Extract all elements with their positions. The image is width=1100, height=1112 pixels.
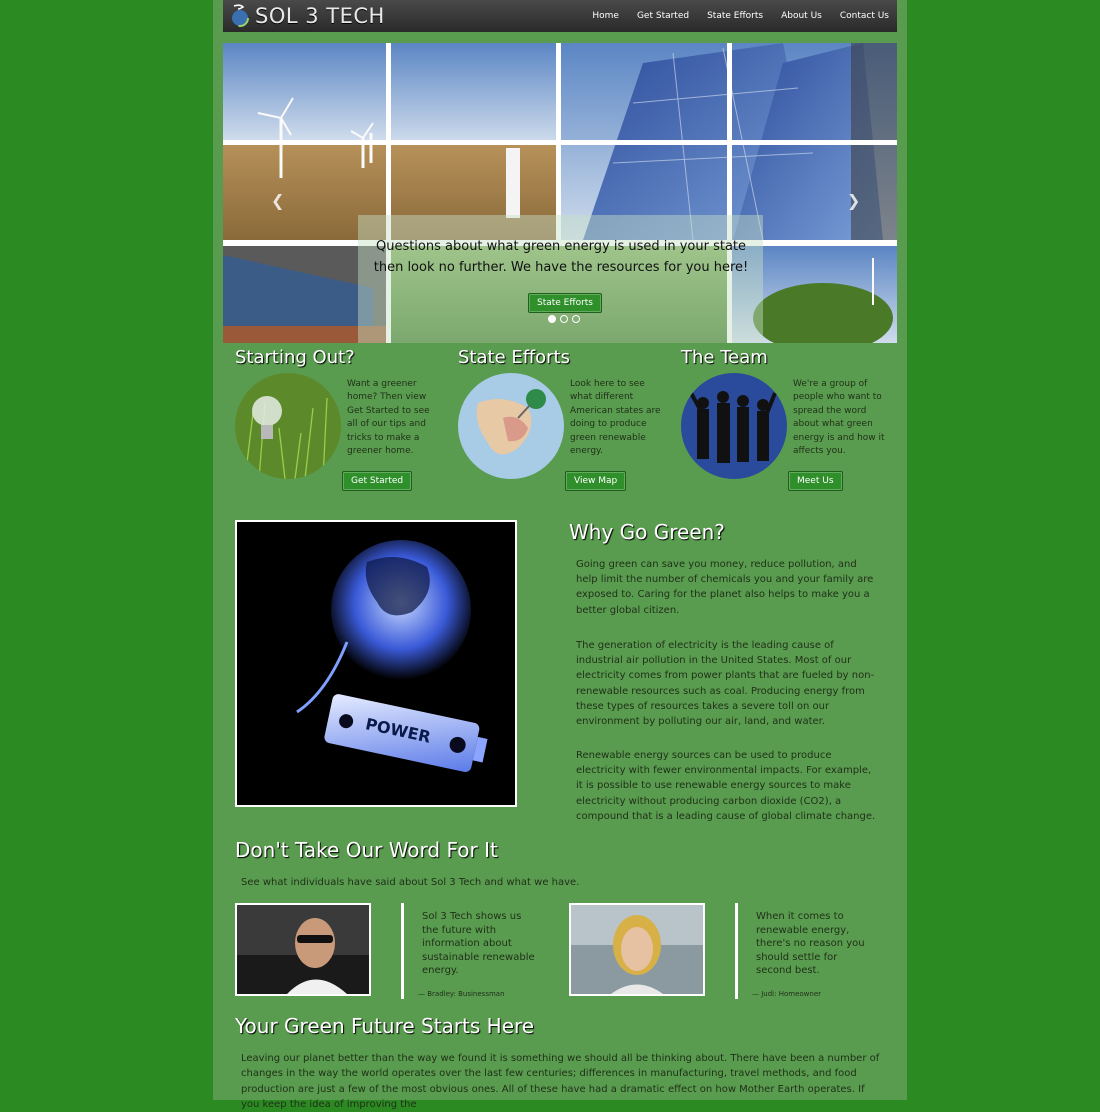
navbar xyxy=(223,0,897,32)
why-go-green-title: Why Go Green? xyxy=(569,520,725,544)
globe-pin-icon xyxy=(458,373,564,479)
nav-contact-us[interactable]: Contact Us xyxy=(839,11,889,21)
nav-get-started[interactable]: Get Started xyxy=(636,11,690,21)
testimonial-author: — Bradley: Businessman xyxy=(418,990,505,998)
feature-text: Want a greener home? Then view Get Started to see all of our tips and tricks to make a greener home. xyxy=(347,379,430,457)
sol-logo-icon xyxy=(229,3,251,29)
brand-logo-link[interactable] xyxy=(229,2,385,30)
globe-map-image xyxy=(458,373,564,479)
feature-the-team xyxy=(669,343,891,503)
feature-title: Starting Out? xyxy=(235,347,355,368)
feature-text: Look here to see what different American states are doing to produce green renewable energy. xyxy=(570,379,661,457)
testimonial-quote: When it comes to renewable energy, there's no reason you should settle for second best. xyxy=(756,911,865,976)
state-efforts-button[interactable]: State Efforts xyxy=(528,293,602,313)
testimonials-intro: See what individuals have said about Sol 3 Tech and what we have. xyxy=(241,877,580,888)
feature-title: State Efforts xyxy=(458,347,570,368)
carousel-dot-2[interactable] xyxy=(560,315,568,323)
meet-us-button[interactable]: Meet Us xyxy=(788,471,843,491)
testimonial-judi xyxy=(735,903,874,999)
nav-state-efforts[interactable]: State Efforts xyxy=(707,11,764,21)
team-silhouette-image xyxy=(681,373,787,479)
hero-carousel xyxy=(223,43,897,343)
feature-state-efforts xyxy=(446,343,668,503)
testimonials-title: Don't Take Our Word For It xyxy=(235,838,498,862)
globe-battery-icon xyxy=(237,522,515,805)
why-paragraph-2: The generation of electricity is the leading cause of industrial air pollution in the United States. Most of our electricity comes from power plants that are fueled by non-renewable resources such as coal. Producing energy from these types of resources takes a severe toll on our environment by polluting our air, land, and water. xyxy=(576,640,875,728)
lightbulb-icon xyxy=(235,373,341,479)
team-silhouette-icon xyxy=(681,373,787,479)
future-paragraph: Leaving our planet better than the way we found it is something we should all be thinking about. There have been a number of changes in the way the world operates over the last few centuries; differences in manufacturing, travel methods, and food production are just a few of the most obvious ones. All of these have had a dramatic effect on how Mother Earth operates. If you keep the idea of improving the xyxy=(241,1053,880,1110)
power-globe-image xyxy=(235,520,517,807)
nav-home[interactable]: Home xyxy=(592,11,619,21)
testimonial-bradley xyxy=(401,903,540,999)
testimonial-photo-judi xyxy=(569,903,705,996)
future-title: Your Green Future Starts Here xyxy=(235,1014,535,1038)
carousel-caption: Questions about what green energy is used in your state then look no further. We have the resources for you here! xyxy=(373,239,749,275)
carousel-dot-3[interactable] xyxy=(572,315,580,323)
lightbulb-image xyxy=(235,373,341,479)
chevron-left-icon[interactable]: ❮ xyxy=(271,191,285,210)
chevron-right-icon[interactable]: ❯ xyxy=(847,191,861,210)
page-container xyxy=(213,0,907,1110)
feature-starting-out xyxy=(223,343,445,503)
woman-portrait-icon xyxy=(571,905,703,994)
power-label: POWER xyxy=(363,714,433,747)
man-portrait-icon xyxy=(237,905,369,994)
feature-title: The Team xyxy=(681,347,768,368)
testimonial-author: — Judi: Homeowner xyxy=(752,990,821,998)
carousel-caption-box xyxy=(358,215,763,343)
carousel-indicators xyxy=(546,315,582,323)
feature-text: We're a group of people who want to spread the word about what green energy is and how it affects you. xyxy=(793,379,885,457)
nav-about-us[interactable]: About Us xyxy=(781,11,822,21)
carousel-dot-1[interactable] xyxy=(548,315,556,323)
why-paragraph-1: Going green can save you money, reduce pollution, and help limit the number of chemicals you and your family are exposed to. Caring for the planet also helps to make you a better global citizen. xyxy=(576,559,874,616)
brand-name: SOL 3 TECH xyxy=(255,4,385,28)
nav-links xyxy=(574,0,889,32)
view-map-button[interactable]: View Map xyxy=(565,471,626,491)
get-started-button[interactable]: Get Started xyxy=(342,471,412,491)
why-paragraph-3: Renewable energy sources can be used to produce electricity with fewer environmental impacts. For example, it is possible to use renewable energy sources to make electricity without producing carbon dioxide (CO2), a compound that is a leading cause of global climate change. xyxy=(576,750,876,822)
testimonial-quote: Sol 3 Tech shows us the future with information about sustainable renewable energy. xyxy=(422,911,535,976)
testimonial-photo-bradley xyxy=(235,903,371,996)
